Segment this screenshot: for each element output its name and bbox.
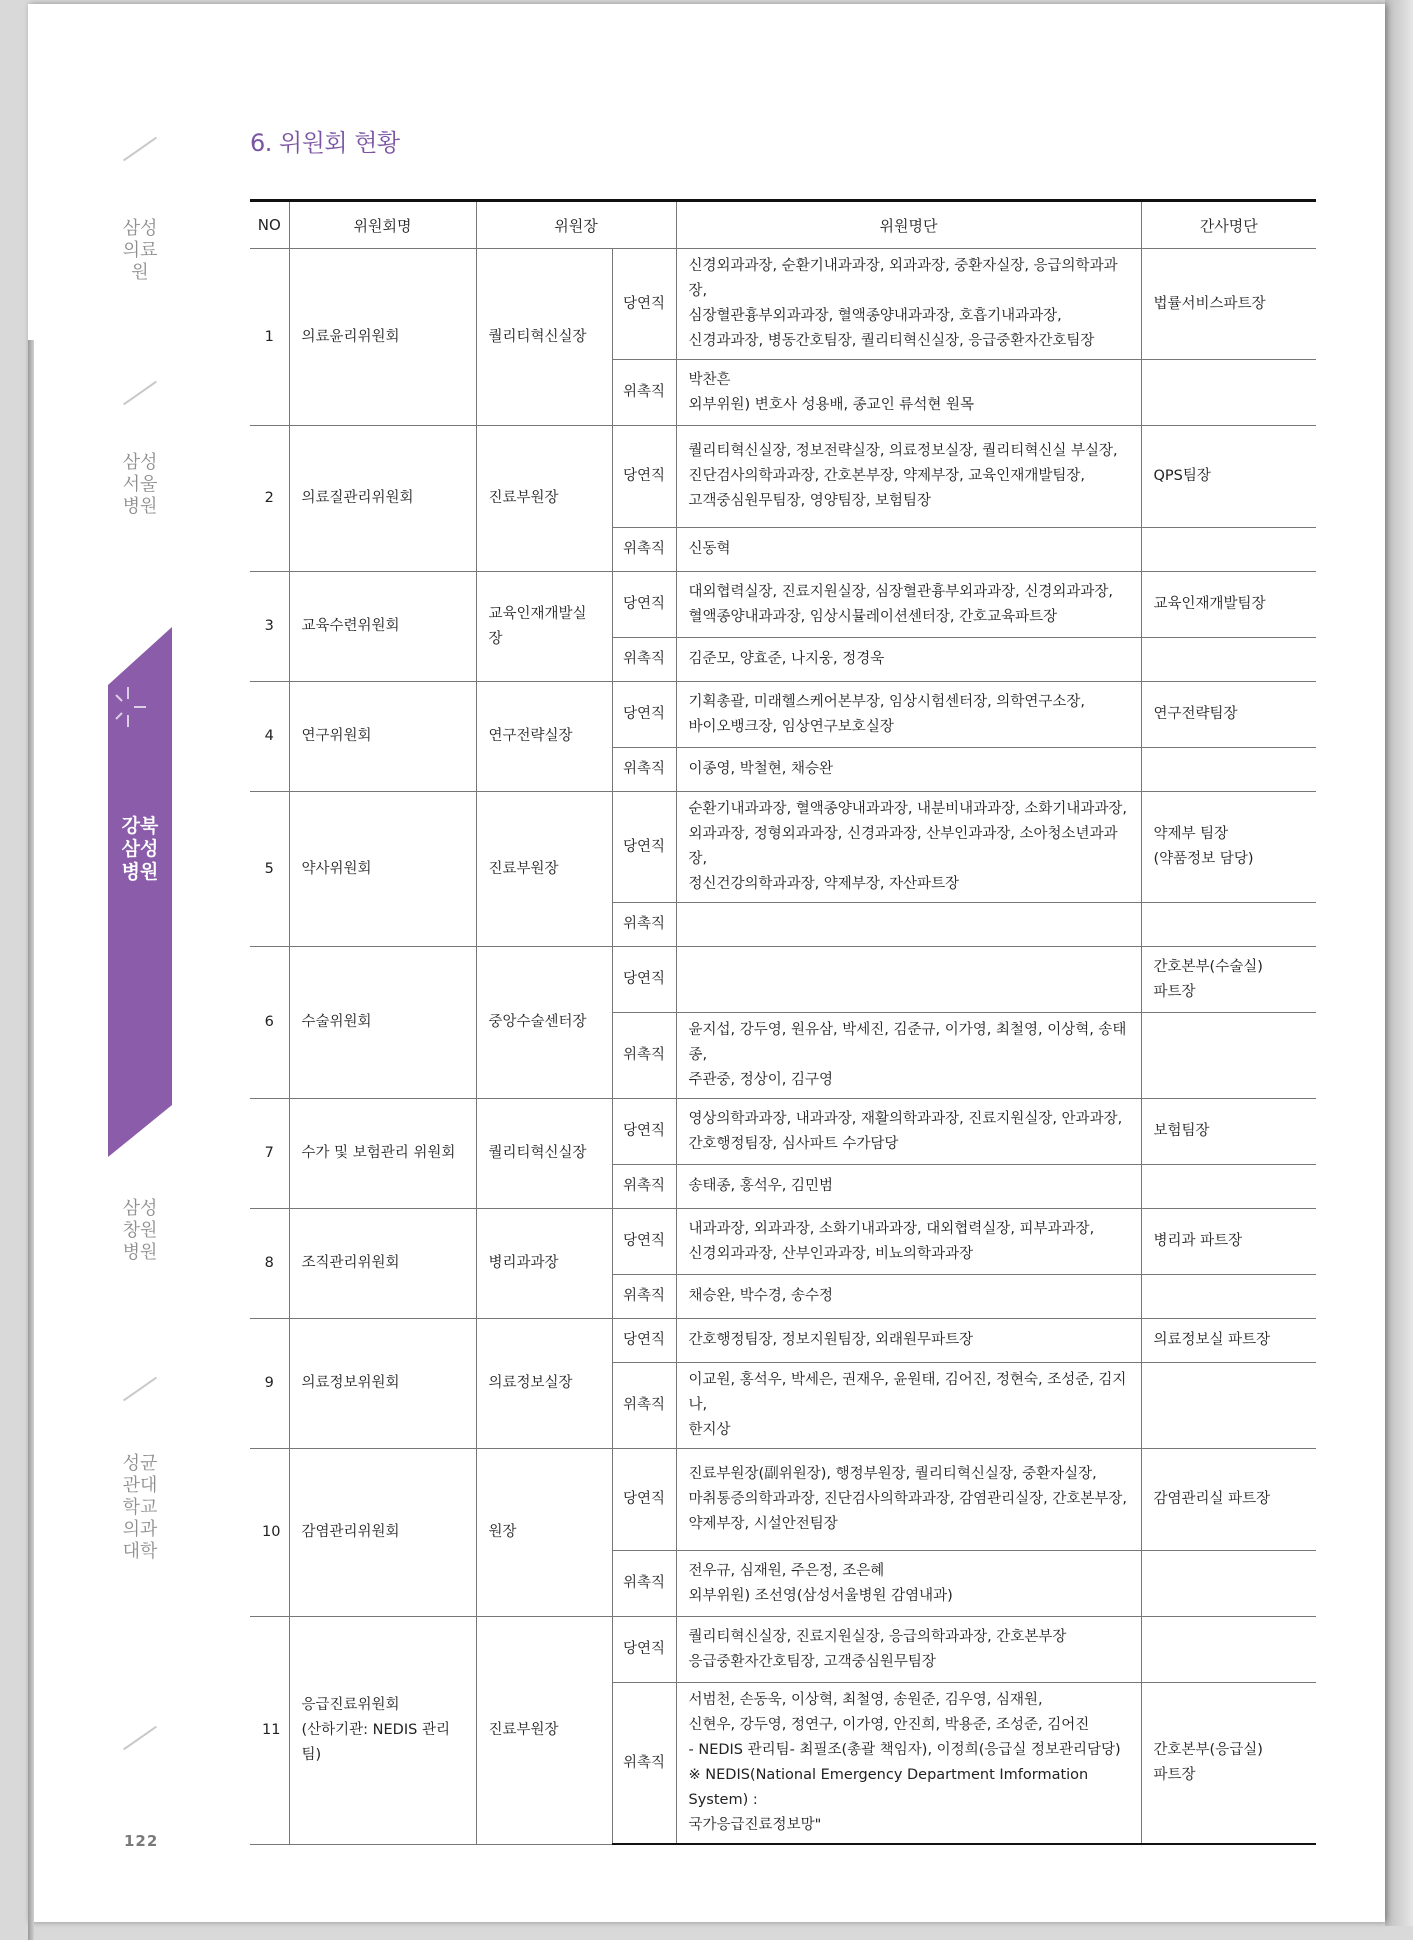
secretary: 감염관리실 파트장 [1141, 1449, 1316, 1551]
member-list: 신경외과과장, 순환기내과과장, 외과과장, 중환자실장, 응급의학과과장, 심장혈관흉부외과과장, 혈액종양내과과장, 호흡기내과과장, 신경과과장, 병동간호팀장, 퀄리티혁신실장, 응급중환자간호팀장 [676, 249, 1141, 360]
secretary [1141, 1013, 1316, 1099]
page-number: 122 [124, 1832, 159, 1850]
row-number: 6 [250, 947, 289, 1099]
committee-chair: 병리과과장 [476, 1209, 612, 1319]
header-chair: 위원장 [476, 201, 676, 249]
member-type: 위촉직 [612, 1363, 676, 1449]
member-list: 진료부원장(副위원장), 행정부원장, 퀄리티혁신실장, 중환자실장, 마취통증의학과과장, 진단검사의학과과장, 감염관리실장, 간호본부장, 약제부장, 시설안전팀장 [676, 1449, 1141, 1551]
secretary [1141, 748, 1316, 792]
secretary [1141, 1363, 1316, 1449]
member-type: 당연직 [612, 572, 676, 638]
committee-name: 응급진료위원회 (산하기관: NEDIS 관리팀) [289, 1617, 476, 1845]
committee-name: 의료정보위원회 [289, 1319, 476, 1449]
committee-chair: 교육인재개발실장 [476, 572, 612, 682]
member-list [676, 947, 1141, 1013]
row-number: 10 [250, 1449, 289, 1617]
secretary [1141, 638, 1316, 682]
member-type: 당연직 [612, 682, 676, 748]
secretary: 병리과 파트장 [1141, 1209, 1316, 1275]
member-type: 위촉직 [612, 528, 676, 572]
secretary [1141, 1275, 1316, 1319]
member-list: 순환기내과과장, 혈액종양내과과장, 내분비내과과장, 소화기내과과장, 외과과장, 정형외과과장, 신경과과장, 산부인과과장, 소아청소년과과장, 정신건강의학과과장, 약제부장, 자산파트장 [676, 792, 1141, 903]
row-number: 9 [250, 1319, 289, 1449]
member-list: 채승완, 박수경, 송수정 [676, 1275, 1141, 1319]
committee-chair: 진료부원장 [476, 426, 612, 572]
committee-chair: 원장 [476, 1449, 612, 1617]
committee-name: 교육수련위원회 [289, 572, 476, 682]
committee-chair: 진료부원장 [476, 1617, 612, 1845]
header-committee: 위원회명 [289, 201, 476, 249]
committee-chair: 퀄리티혁신실장 [476, 1099, 612, 1209]
member-list: 영상의학과과장, 내과과장, 재활의학과과장, 진료지원실장, 안과과장, 간호행정팀장, 심사파트 수가담당 [676, 1099, 1141, 1165]
member-list: 간호행정팀장, 정보지원팀장, 외래원무파트장 [676, 1319, 1141, 1363]
header-members: 위원명단 [676, 201, 1141, 249]
member-list: 송태종, 홍석우, 김민범 [676, 1165, 1141, 1209]
member-type: 위촉직 [612, 748, 676, 792]
row-number: 1 [250, 249, 289, 426]
member-list [676, 903, 1141, 947]
secretary [1141, 1617, 1316, 1683]
header-secretary: 간사명단 [1141, 201, 1316, 249]
secretary: 간호본부(수술실) 파트장 [1141, 947, 1316, 1013]
sparkle-icon [108, 683, 148, 731]
member-list: 퀄리티혁신실장, 진료지원실장, 응급의학과과장, 간호본부장 응급중환자간호팀장, 고객중심원무팀장 [676, 1617, 1141, 1683]
committee-name: 의료질관리위원회 [289, 426, 476, 572]
table-row [250, 1617, 1316, 1683]
side-nav-item-2: 삼성서울병원 [122, 452, 158, 517]
committee-name: 약사위원회 [289, 792, 476, 947]
secretary [1141, 1551, 1316, 1617]
committee-name: 연구위원회 [289, 682, 476, 792]
side-nav-item-1: 삼성의료원 [122, 218, 158, 283]
secretary: 약제부 팀장 (약품정보 담당) [1141, 792, 1316, 903]
member-list: 박찬흔 외부위원) 변호사 성용배, 종교인 류석현 원목 [676, 360, 1141, 426]
member-type: 당연직 [612, 426, 676, 528]
committee-table [250, 199, 1316, 1845]
member-list: 김준모, 양효준, 나지웅, 정경욱 [676, 638, 1141, 682]
table-row [250, 682, 1316, 748]
member-type: 당연직 [612, 792, 676, 903]
member-list: 이교원, 홍석우, 박세은, 권재우, 윤원태, 김어진, 정현숙, 조성준, 김지나, 한지상 [676, 1363, 1141, 1449]
secretary: QPS팀장 [1141, 426, 1316, 528]
committee-name: 감염관리위원회 [289, 1449, 476, 1617]
secretary [1141, 1165, 1316, 1209]
member-list: 전우규, 심재원, 주은정, 조은혜 외부위원) 조선영(삼성서울병원 감염내과) [676, 1551, 1141, 1617]
row-number: 4 [250, 682, 289, 792]
side-nav-item-4: 삼성창원병원 [122, 1198, 158, 1263]
table-row [250, 572, 1316, 638]
member-type: 당연직 [612, 1319, 676, 1363]
committee-name: 의료윤리위원회 [289, 249, 476, 426]
committee-chair: 진료부원장 [476, 792, 612, 947]
member-type: 위촉직 [612, 638, 676, 682]
row-number: 3 [250, 572, 289, 682]
table-row [250, 792, 1316, 903]
member-type: 당연직 [612, 249, 676, 360]
secretary: 보험팀장 [1141, 1099, 1316, 1165]
member-type: 당연직 [612, 1099, 676, 1165]
table-row [250, 1449, 1316, 1551]
table-body [250, 249, 1316, 1845]
book-spine [28, 340, 34, 1940]
secretary [1141, 903, 1316, 947]
member-type: 당연직 [612, 1617, 676, 1683]
secretary: 교육인재개발팀장 [1141, 572, 1316, 638]
committee-chair: 중앙수술센터장 [476, 947, 612, 1099]
member-list: 서범천, 손동욱, 이상혁, 최철영, 송원준, 김우영, 심재원, 신현우, 강두영, 정연구, 이가영, 안진희, 박용준, 조성준, 김어진 - NEDIS 관리팀- 최필조(총괄 책임자), 이정희(응급실 정보관리담당) ※ NEDIS(National Emergency Department Imformation System) : 국가응급진료정보망" [676, 1683, 1141, 1845]
member-type: 위촉직 [612, 903, 676, 947]
row-number: 2 [250, 426, 289, 572]
member-type: 위촉직 [612, 1551, 676, 1617]
member-list: 윤지섭, 강두영, 원유삼, 박세진, 김준규, 이가영, 최철영, 이상혁, 송태종, 주관중, 정상이, 김구영 [676, 1013, 1141, 1099]
committee-name: 조직관리위원회 [289, 1209, 476, 1319]
member-type: 위촉직 [612, 1013, 676, 1099]
table-row [250, 947, 1316, 1013]
side-nav-item-5: 성균관대학교 의과대학 [122, 1453, 158, 1562]
member-type: 당연직 [612, 947, 676, 1013]
table-header-row [250, 201, 1316, 249]
header-no: NO [250, 201, 289, 249]
secretary: 의료정보실 파트장 [1141, 1319, 1316, 1363]
committee-chair: 연구전략실장 [476, 682, 612, 792]
member-list: 신동혁 [676, 528, 1141, 572]
page-edge-shadow [1385, 0, 1413, 1926]
side-nav-item-3-active: 강북삼성병원 [121, 815, 159, 883]
secretary: 법률서비스파트장 [1141, 249, 1316, 360]
row-number: 7 [250, 1099, 289, 1209]
member-type: 위촉직 [612, 1683, 676, 1845]
member-type: 위촉직 [612, 1275, 676, 1319]
secretary: 간호본부(응급실) 파트장 [1141, 1683, 1316, 1845]
committee-chair: 의료정보실장 [476, 1319, 612, 1449]
member-type: 위촉직 [612, 360, 676, 426]
committee-name: 수가 및 보험관리 위원회 [289, 1099, 476, 1209]
table-row [250, 1209, 1316, 1275]
member-list: 퀄리티혁신실장, 정보전략실장, 의료정보실장, 퀄리티혁신실 부실장, 진단검사의학과과장, 간호본부장, 약제부장, 교육인재개발팀장, 고객중심원무팀장, 영양팀장, 보험팀장 [676, 426, 1141, 528]
table-row [250, 1319, 1316, 1363]
secretary: 연구전략팀장 [1141, 682, 1316, 748]
table-row [250, 1099, 1316, 1165]
member-type: 위촉직 [612, 1165, 676, 1209]
secretary [1141, 360, 1316, 426]
committee-name: 수술위원회 [289, 947, 476, 1099]
member-list: 대외협력실장, 진료지원실장, 심장혈관흉부외과과장, 신경외과과장, 혈액종양내과과장, 임상시뮬레이션센터장, 간호교육파트장 [676, 572, 1141, 638]
row-number: 8 [250, 1209, 289, 1319]
member-list: 이종영, 박철현, 채승완 [676, 748, 1141, 792]
table-row [250, 249, 1316, 360]
committee-chair: 퀄리티혁신실장 [476, 249, 612, 426]
table-row [250, 426, 1316, 528]
secretary [1141, 528, 1316, 572]
section-title: 6. 위원회 현황 [250, 129, 400, 157]
member-list: 내과과장, 외과과장, 소화기내과과장, 대외협력실장, 피부과과장, 신경외과과장, 산부인과과장, 비뇨의학과과장 [676, 1209, 1141, 1275]
member-list: 기획총괄, 미래헬스케어본부장, 임상시험센터장, 의학연구소장, 바이오뱅크장, 임상연구보호실장 [676, 682, 1141, 748]
member-type: 당연직 [612, 1209, 676, 1275]
member-type: 당연직 [612, 1449, 676, 1551]
row-number: 11 [250, 1617, 289, 1845]
row-number: 5 [250, 792, 289, 947]
